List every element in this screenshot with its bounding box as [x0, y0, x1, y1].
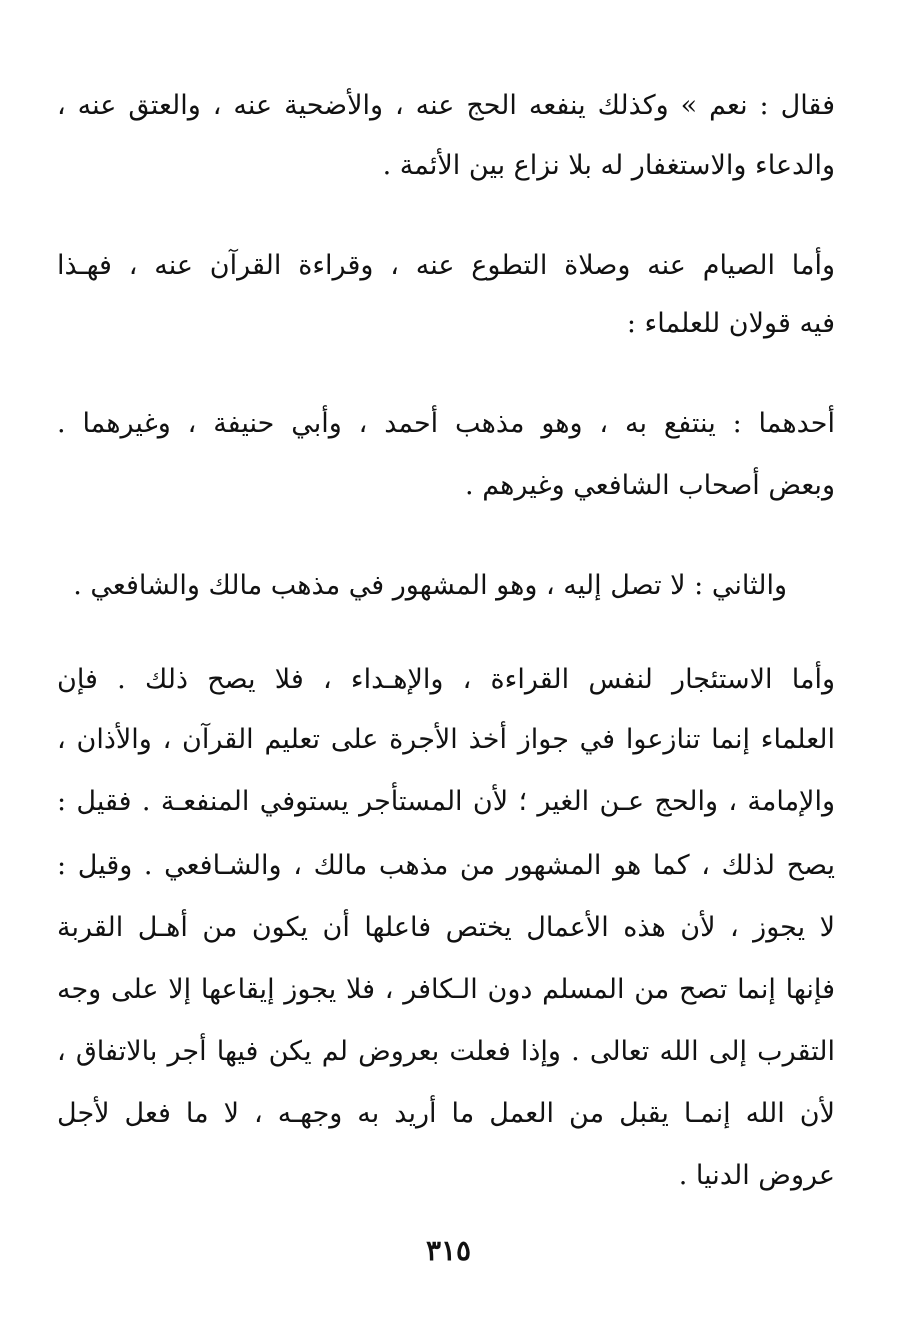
text-line: فقال : نعم » وكذلك ينفعه الحج عنه ، والأضحية عنه ، والعتق عنه ،: [57, 90, 835, 121]
page-number: ٣١٥: [425, 1234, 472, 1267]
text-line: والإمامة ، والحج عـن الغير ؛ لأن المستأجر يستوفي المنفعـة . فقيل :: [57, 786, 835, 817]
text-line: لا يجوز ، لأن هذه الأعمال يختص فاعلها أن يكون من أهـل القربة: [57, 912, 835, 943]
text-line: أحدهما : ينتفع به ، وهو مذهب أحمد ، وأبي حنيفة ، وغيرهما .: [57, 408, 835, 439]
text-line: عروض الدنيا .: [678, 1160, 835, 1191]
text-line: والثاني : لا تصل إليه ، وهو المشهور في مذهب مالك والشافعي .: [73, 570, 787, 601]
text-line: العلماء إنما تنازعوا في جواز أخذ الأجرة على تعليم القرآن ، والأذان ،: [57, 724, 835, 755]
text-line: لأن الله إنمـا يقبل من العمل ما أريد به وجهـه ، لا ما فعل لأجل: [57, 1098, 835, 1129]
text-line: والدعاء والاستغفار له بلا نزاع بين الأئمة .: [382, 150, 835, 181]
text-line: فيه قولان للعلماء :: [626, 308, 835, 339]
text-line: وأما الصيام عنه وصلاة التطوع عنه ، وقراءة القرآن عنه ، فهـذا: [57, 250, 835, 281]
text-line: وبعض أصحاب الشافعي وغيرهم .: [465, 470, 835, 501]
text-line: التقرب إلى الله تعالى . وإذا فعلت بعروض لم يكن فيها أجر بالاتفاق ،: [57, 1036, 835, 1067]
text-line: وأما الاستئجار لنفس القراءة ، والإهـداء ، فلا يصح ذلك . فإن: [57, 664, 835, 695]
text-line: فإنها إنما تصح من المسلم دون الـكافر ، فلا يجوز إيقاعها إلا على وجه: [57, 974, 835, 1005]
text-line: يصح لذلك ، كما هو المشهور من مذهب مالك ، والشـافعي . وقيل :: [57, 850, 835, 881]
